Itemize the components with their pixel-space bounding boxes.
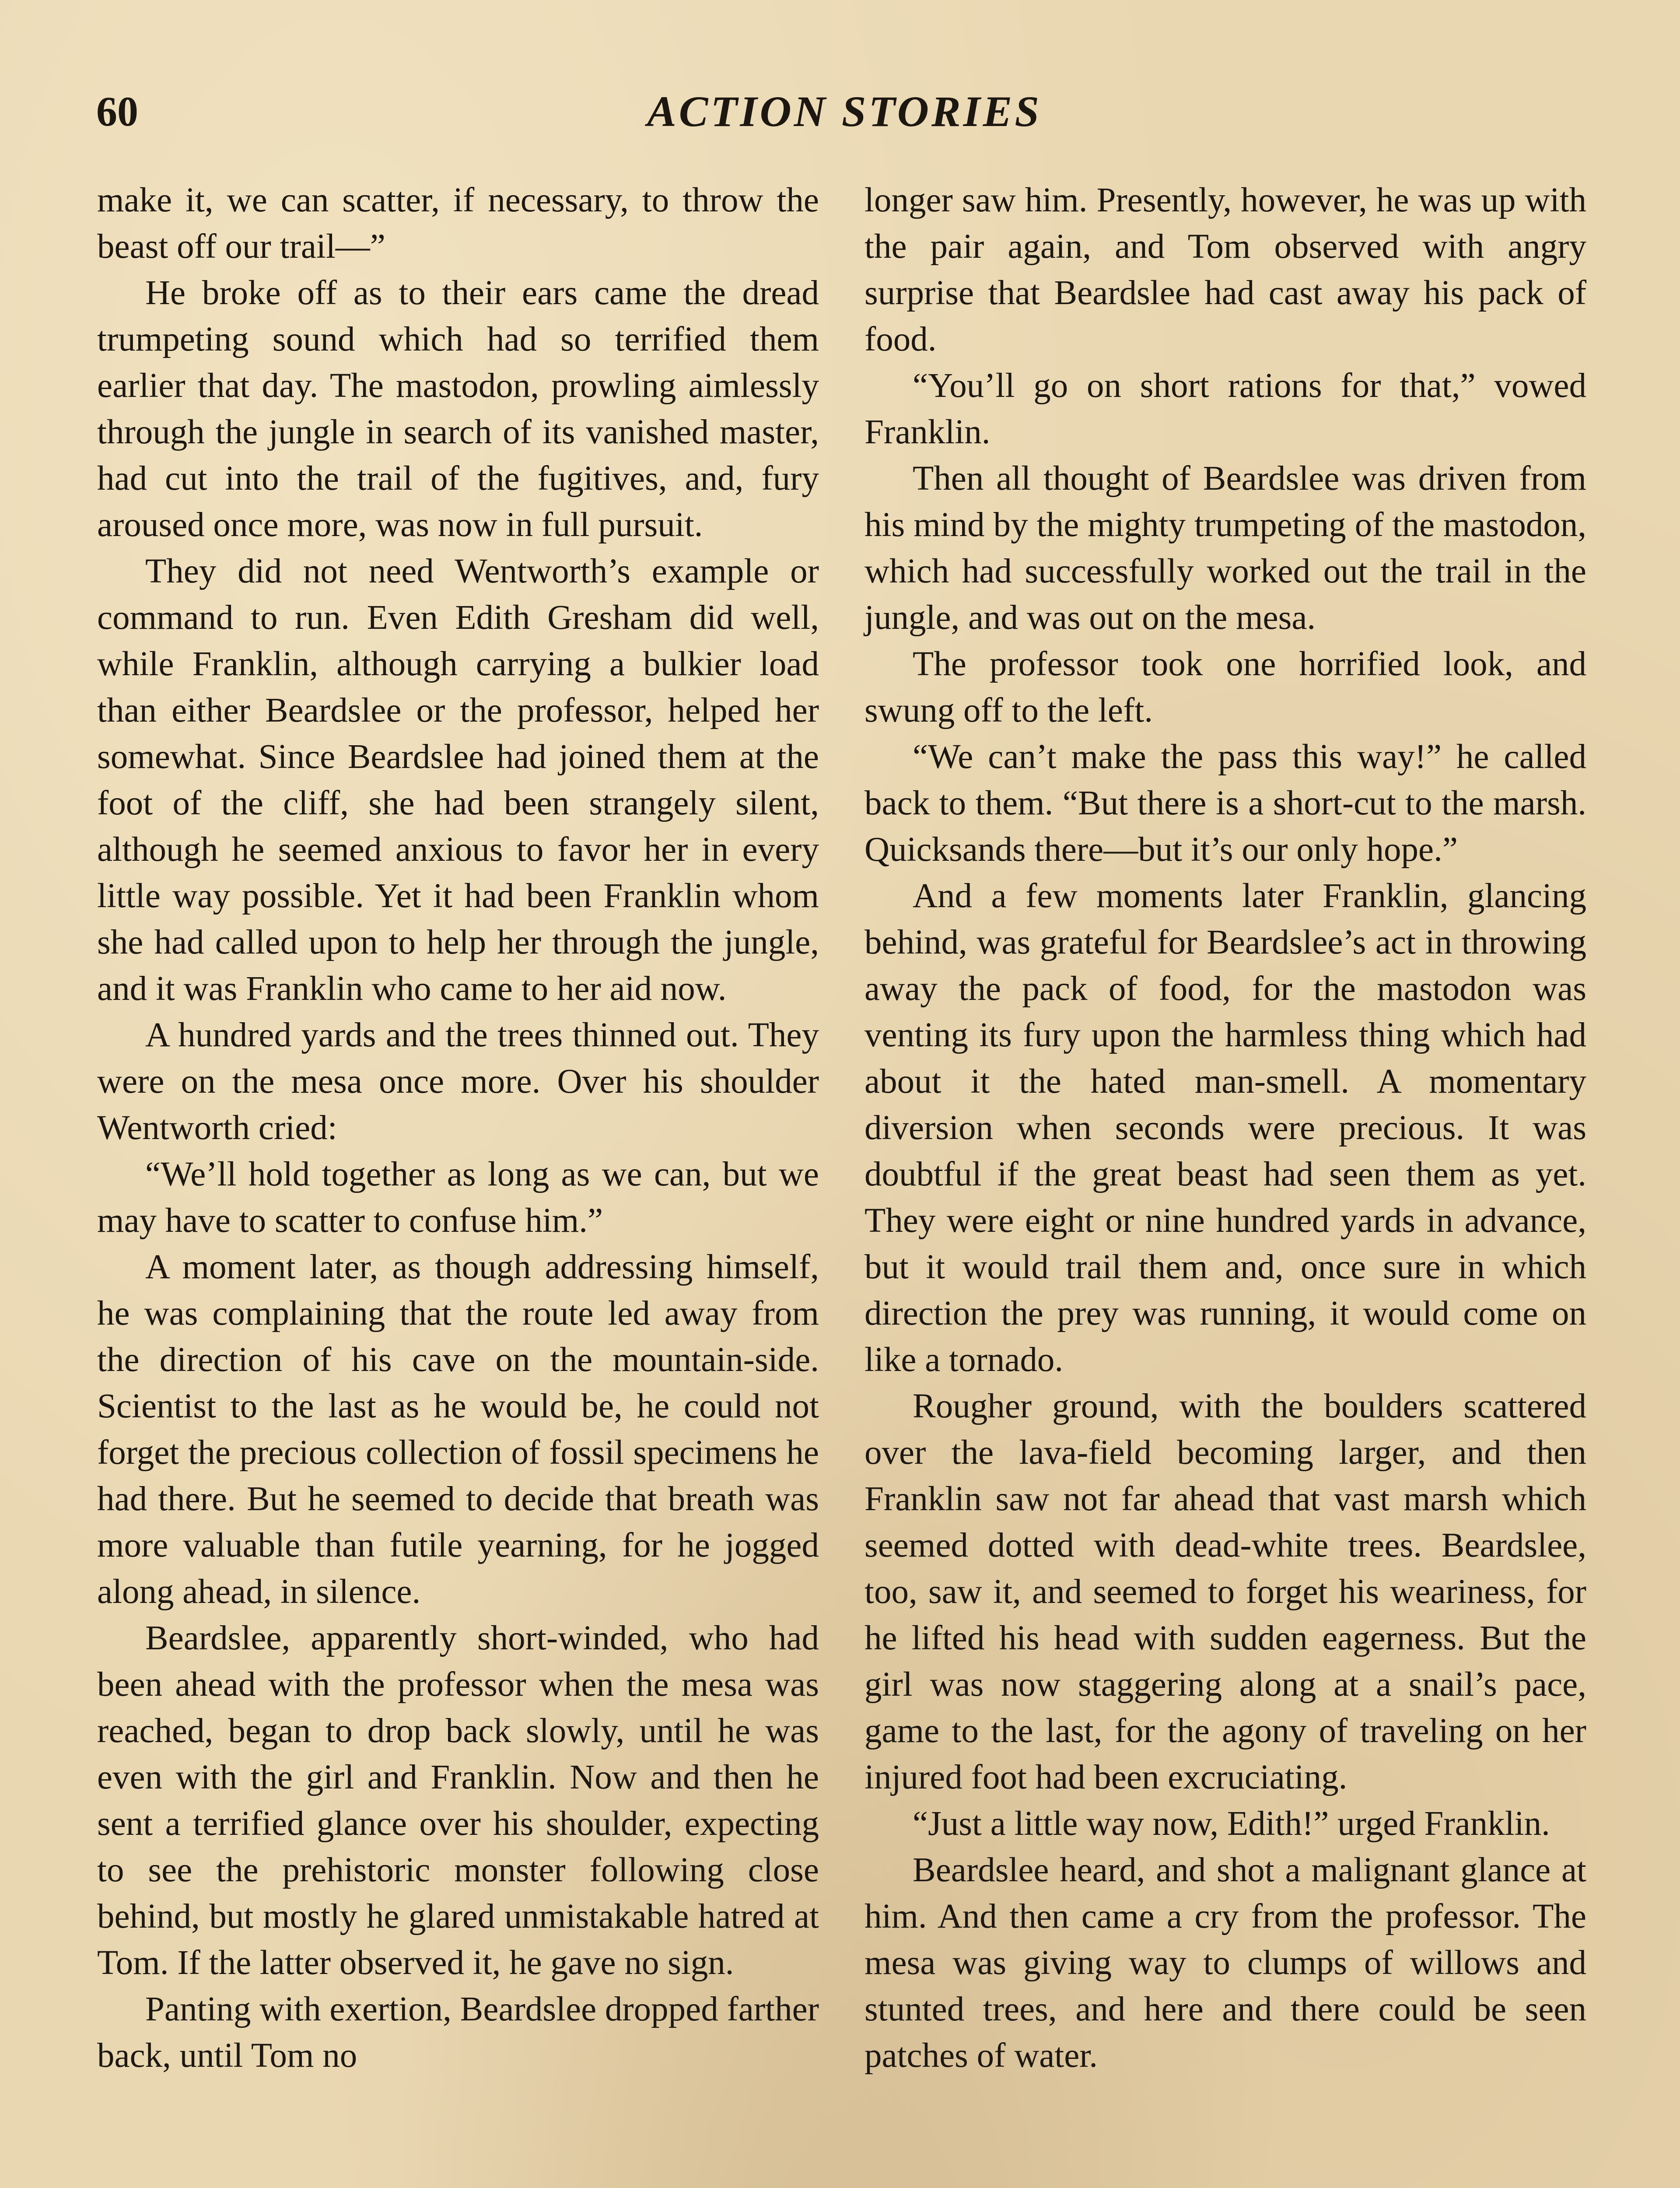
paragraph: He broke off as to their ears came the dread trumpeting sound which had so terrified them earlier that day. The mastodon, prowling aimlessly through the jungle in search of its vanished master, had cut into the trail of the fugitives, and, fury aroused once more, was now in full pursuit. [97,274,819,544]
paragraph: A hundred yards and the trees thinned out. They were on the mesa once more. Over his shoulder Wentworth cried: [97,1016,819,1147]
paragraph: A moment later, as though addressing himself, he was complaining that the route led away from the direction of his cave on the mountain-side. Scientist to the last as he would be, he could not forget the precious collection of fossil specimens he had there. But he seemed to decide that breath was more valuable than futile yearning, for he jogged along ahead, in silence. [97,1248,819,1611]
paragraph: Panting with exertion, Beardslee dropped farther back, until Tom no [97,1990,819,2075]
paragraph: “You’ll go on short rations for that,” vowed Franklin. [864,367,1586,451]
paragraph: “We can’t make the pass this way!” he called back to them. “But there is a short-cut to the marsh. Quicksands there—but it’s our only hope.” [864,738,1586,869]
paragraph: Beardslee heard, and shot a malignant glance at him. And then came a cry from the professor. The mesa was giving way to clumps of willows and stunted trees, and here and there could be seen patches of water. [864,1851,1586,2075]
paragraph: The professor took one horrified look, and swung off to the left. [864,645,1586,729]
paragraph: Rougher ground, with the boulders scattered over the lava-field becoming larger, and then Franklin saw not far ahead that vast marsh which seemed dotted with dead-white trees. Beardslee, too, saw it, and seemed to forget his weariness, for he lifted his head with sudden eagerness. But the girl was now staggering along at a snail’s pace, game to the last, for the agony of traveling on her injured foot had been excruciating. [864,1387,1586,1796]
paragraph: Beardslee, apparently short-winded, who had been ahead with the professor when the mesa was reached, began to drop back slowly, until he was even with the girl and Franklin. Now and then he sent a terrified glance over his shoulder, expecting to see the prehistoric monster following close behind, but mostly he glared unmistakable hatred at Tom. If the latter observed it, he gave no sign. [97,1619,819,1982]
paragraph: longer saw him. Presently, however, he was up with the pair again, and Tom observed with angry surprise that Beardslee had cast away his pack of food. [864,181,1586,358]
right-column [864,177,1586,2079]
paragraph: make it, we can scatter, if necessary, to throw the beast off our trail—” [97,181,819,266]
magazine-title: ACTION STORIES [647,87,1042,136]
left-column [97,177,819,2079]
paragraph: “We’ll hold together as long as we can, but we may have to scatter to confuse him.” [97,1155,819,1240]
page-number: 60 [96,88,138,135]
paragraph: They did not need Wentworth’s example or command to run. Even Edith Gresham did well, while Franklin, although carrying a bulkier load than either Beardslee or the professor, helped her somewhat. Since Beardslee had joined them at the foot of the cliff, she had been strangely silent, although he seemed anxious to favor her in every little way possible. Yet it had been Franklin whom she had called upon to help her through the jungle, and it was Franklin who came to her aid now. [97,552,819,1008]
paragraph: Then all thought of Beardslee was driven from his mind by the mighty trumpeting of the mastodon, which had successfully worked out the trail in the jungle, and was out on the mesa. [864,459,1586,637]
running-head [96,79,1592,144]
paragraph: “Just a little way now, Edith!” urged Franklin. [913,1805,1550,1843]
paragraph: And a few moments later Franklin, glancing behind, was grateful for Beardslee’s act in throwing away the pack of food, for the mastodon was venting its fury upon the harmless thing which had about it the hated man-smell. A momentary diversion when seconds were precious. It was doubtful if the great beast had seen them as yet. They were eight or nine hundred yards in advance, but it would trail them and, once sure in which direction the prey was running, it would come on like a tornado. [864,877,1586,1379]
